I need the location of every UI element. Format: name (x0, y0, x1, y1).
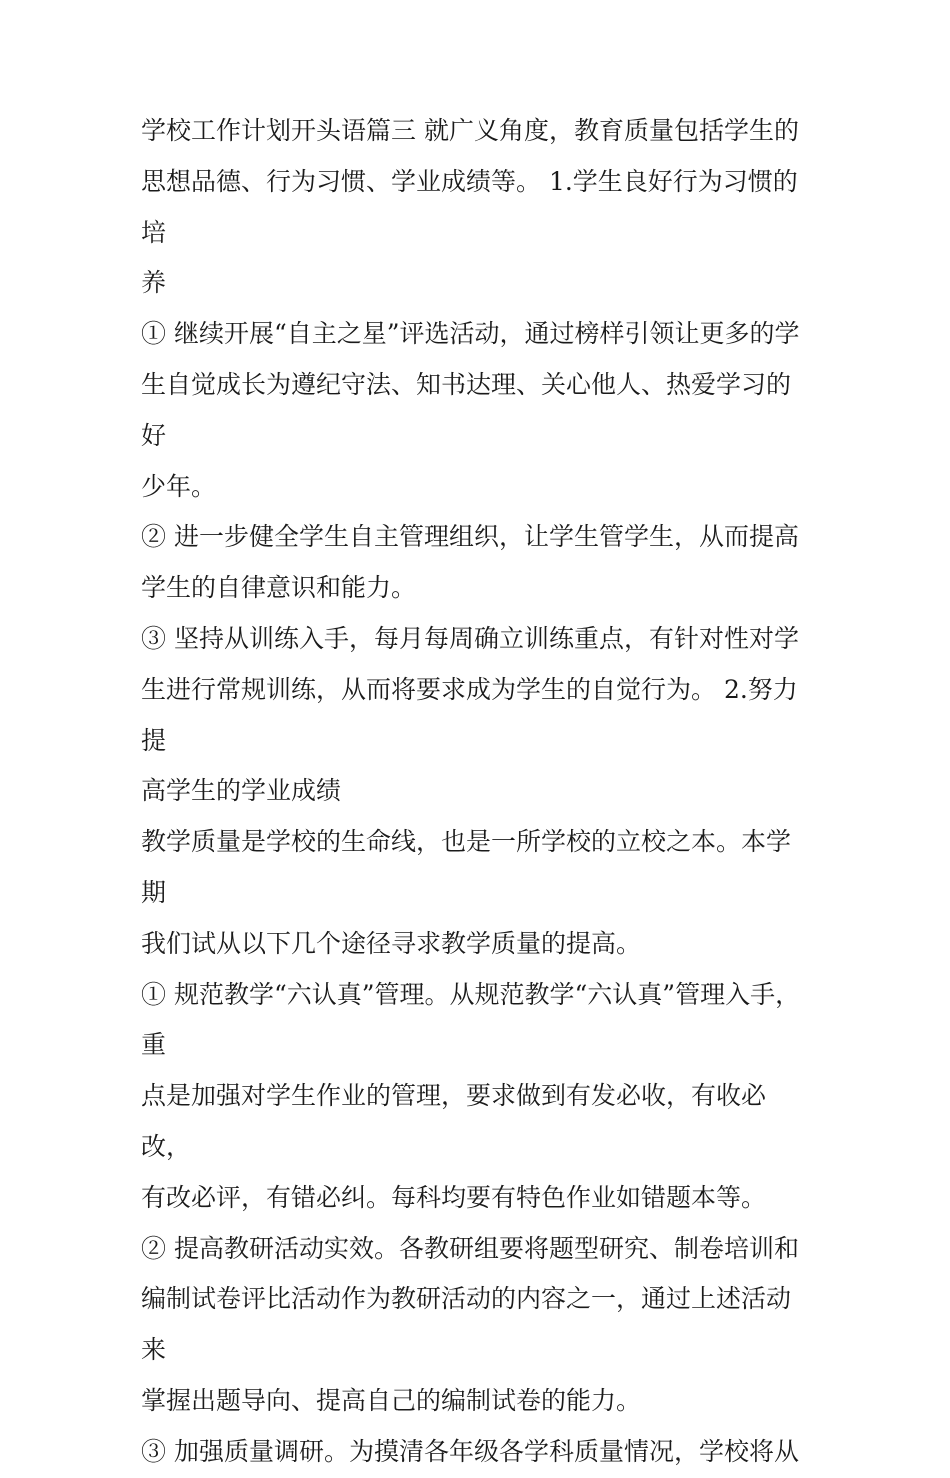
text-line: 点是加强对学生作业的管理，要求做到有发必收，有收必改， (141, 1081, 767, 1161)
text-line: 掌握出题导向、提高自己的编制试卷的能力。 (141, 1385, 642, 1415)
text-line: 生进行常规训练，从而将要求成为学生的自觉行为。 2.努力提 (141, 674, 798, 755)
text-line: ① 规范教学“六认真”管理。从规范教学“六认真”管理入手，重 (141, 979, 801, 1060)
text-line: 有改必评，有错必纠。每科均要有特色作业如错题本等。 (141, 1182, 767, 1212)
text-line: 学校工作计划开头语篇三 就广义角度，教育质量包括学生的 (141, 116, 799, 145)
text-line: 学生的自律意识和能力。 (141, 573, 417, 603)
text-line: 高学生的学业成绩 (141, 776, 342, 806)
text-line: ③ 坚持从训练入手，每月每周确立训练重点，有针对性对学 (141, 623, 799, 653)
text-line: 生自觉成长为遵纪守法、知书达理、关心他人、热爱学习的好 (141, 369, 792, 450)
text-line: 养 (141, 268, 167, 298)
text-line: 我们试从以下几个途径寻求教学质量的提高。 (141, 928, 642, 958)
text-line: ② 提高教研活动实效。各教研组要将题型研究、制卷培训和 (141, 1233, 799, 1263)
text-line: ③ 加强质量调研。为摸清各年级各学科质量情况，学校将从 (141, 1436, 799, 1466)
text-line: 教学质量是学校的生命线，也是一所学校的立校之本。本学期 (141, 827, 792, 907)
text-line: ① 继续开展“自主之星”评选活动，通过榜样引领让更多的学 (141, 319, 800, 349)
text-line: 少年。 (141, 471, 217, 501)
text-line: ② 进一步健全学生自主管理组织，让学生管学生，从而提高 (141, 522, 799, 552)
document-body (141, 106, 813, 1478)
text-line: 思想品德、行为习惯、学业成绩等。 1.学生良好行为习惯的培 (141, 166, 798, 247)
text-line: 编制试卷评比活动作为教研活动的内容之一，通过上述活动来 (141, 1284, 792, 1365)
